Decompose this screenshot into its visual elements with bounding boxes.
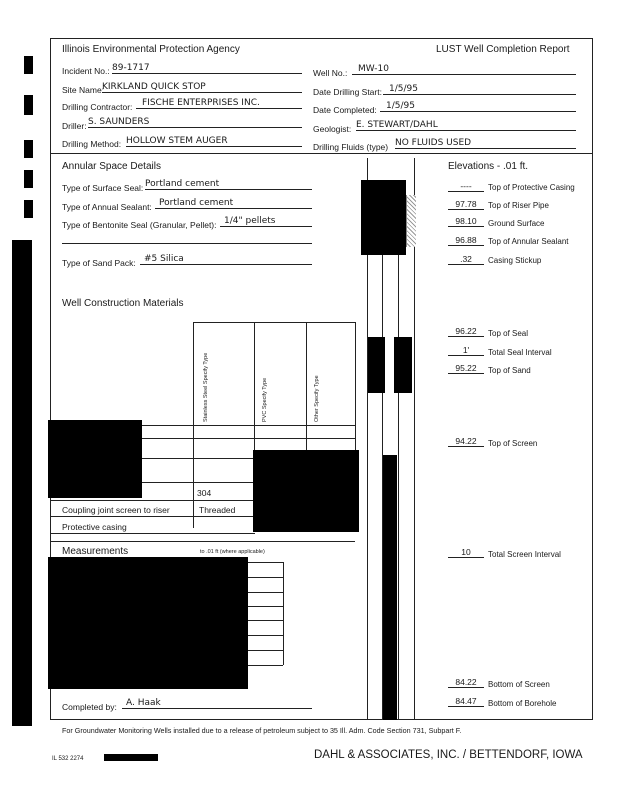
elevation-value: ----	[448, 181, 484, 192]
bentonite-value: 1/4" pellets	[220, 216, 312, 227]
site-value: KIRKLAND QUICK STOP	[102, 82, 302, 93]
geologist-value: E. STEWART/DAHL	[356, 120, 576, 131]
protective-casing-label: Protective casing	[62, 522, 127, 532]
elevations-title: Elevations - .01 ft.	[448, 161, 529, 172]
grid-line	[283, 562, 284, 665]
coupling-label: Coupling joint screen to riser	[62, 505, 170, 515]
company-name: DAHL & ASSOCIATES, INC. / BETTENDORF, IOWA	[314, 749, 583, 761]
surface-seal-label: Type of Surface Seal:	[62, 183, 144, 193]
redaction-box	[48, 420, 142, 498]
elevation-label: Ground Surface	[488, 219, 545, 228]
driller-value: S. SAUNDERS	[88, 117, 302, 128]
grid-line	[193, 322, 355, 323]
grid-line	[306, 322, 307, 450]
col-header-stainless: Stainless Steel Specify Type	[203, 352, 209, 422]
grid-line	[50, 516, 255, 517]
surface-seal-value: Portland cement	[145, 179, 312, 190]
elevation-label: Bottom of Borehole	[488, 699, 557, 708]
completed-by-label: Completed by:	[62, 702, 117, 712]
header-divider	[50, 153, 593, 154]
redaction-bar	[24, 140, 33, 158]
contractor-value: FISCHE ENTERPRISES INC.	[136, 98, 302, 109]
bentonite-seal-left	[368, 337, 385, 393]
elevation-label: Total Screen Interval	[488, 550, 561, 559]
elevation-value: 84.47	[448, 696, 484, 707]
redaction-bar	[24, 170, 33, 188]
annual-sealant-label: Type of Annual Sealant:	[62, 202, 152, 212]
agency-name: Illinois Environmental Protection Agency	[62, 44, 240, 55]
elevation-value: 1'	[448, 345, 484, 356]
form-code: IL 532 2274	[52, 756, 84, 762]
elevation-label: Casing Stickup	[488, 256, 542, 265]
elevation-value: 84.22	[448, 677, 484, 688]
grid-line	[50, 500, 255, 501]
section-divider	[50, 541, 355, 542]
driller-label: Driller:	[62, 121, 87, 131]
drill-start-value: 1/5/95	[383, 84, 576, 95]
elevation-label: Top of Protective Casing	[488, 183, 575, 192]
date-completed-value: 1/5/95	[380, 101, 576, 112]
col-header-other: Other Specify Type	[314, 375, 320, 422]
grid-line	[50, 533, 255, 534]
bentonite-seal-right	[394, 337, 412, 393]
drill-start-label: Date Drilling Start:	[313, 87, 382, 97]
elevation-value: 95.22	[448, 363, 484, 374]
redaction-box	[48, 557, 248, 689]
completed-by-value: A. Haak	[122, 698, 312, 709]
measurements-title: Measurements	[62, 546, 129, 557]
contractor-label: Drilling Contractor:	[62, 102, 133, 112]
elevation-label: Total Seal Interval	[488, 348, 552, 357]
sand-pack-label: Type of Sand Pack:	[62, 258, 136, 268]
elevation-label: Top of Sand	[488, 366, 531, 375]
construction-title: Well Construction Materials	[62, 298, 184, 309]
redaction-bar	[24, 95, 33, 115]
riser-right	[398, 195, 399, 720]
geologist-label: Geologist:	[313, 124, 352, 134]
elevation-label: Top of Screen	[488, 439, 538, 448]
elevation-value: .32	[448, 254, 484, 265]
incident-value: 89-1717	[112, 63, 302, 74]
redaction-bar	[12, 240, 32, 726]
elevation-value: 98.10	[448, 216, 484, 227]
fluids-label: Drilling Fluids (type)	[313, 142, 389, 152]
sand-pack-value: #5 Silica	[140, 254, 312, 265]
annular-title: Annular Space Details	[62, 161, 161, 172]
annual-sealant-value: Portland cement	[155, 198, 312, 209]
well-value: MW-10	[352, 64, 576, 75]
date-completed-label: Date Completed:	[313, 105, 377, 115]
well-label: Well No.:	[313, 68, 348, 78]
incident-label: Incident No.:	[62, 66, 110, 76]
redaction-box	[253, 450, 359, 532]
measurements-note: to .01 ft (where applicable)	[200, 549, 265, 555]
redaction-bar	[24, 56, 33, 74]
site-label: Site Name:	[62, 85, 105, 95]
col-header-pvc: PVC Specify Type	[262, 377, 268, 422]
coupling-value: Threaded	[199, 505, 236, 515]
elevation-value: 96.88	[448, 235, 484, 246]
method-value: HOLLOW STEM AUGER	[126, 136, 302, 147]
ground-surface-hatch	[406, 195, 416, 247]
redaction-bar	[24, 200, 33, 218]
screen-block	[383, 455, 397, 720]
redaction-bar	[104, 754, 158, 761]
elevation-value: 96.22	[448, 326, 484, 337]
report-title: LUST Well Completion Report	[436, 44, 570, 55]
elevation-label: Top of Riser Pipe	[488, 201, 549, 210]
fluids-value: NO FLUIDS USED	[395, 138, 576, 149]
stainless-value: 304	[197, 488, 212, 498]
surface-seal-block	[361, 180, 406, 255]
elevation-value: 10	[448, 547, 484, 558]
elevation-value: 94.22	[448, 436, 484, 447]
bentonite-label: Type of Bentonite Seal (Granular, Pellet):	[62, 220, 217, 230]
grid-line	[355, 322, 356, 450]
elevation-label: Top of Annular Sealant	[488, 237, 569, 246]
blank-line	[62, 243, 312, 244]
elevation-label: Bottom of Screen	[488, 680, 550, 689]
footer-note: For Groundwater Monitoring Wells installed due to a release of petroleum subject to 35 Ill. Adm. Code Section 731, Subpart F.	[62, 726, 462, 735]
elevation-label: Top of Seal	[488, 329, 529, 338]
elevation-value: 97.78	[448, 199, 484, 210]
method-label: Drilling Method:	[62, 139, 122, 149]
